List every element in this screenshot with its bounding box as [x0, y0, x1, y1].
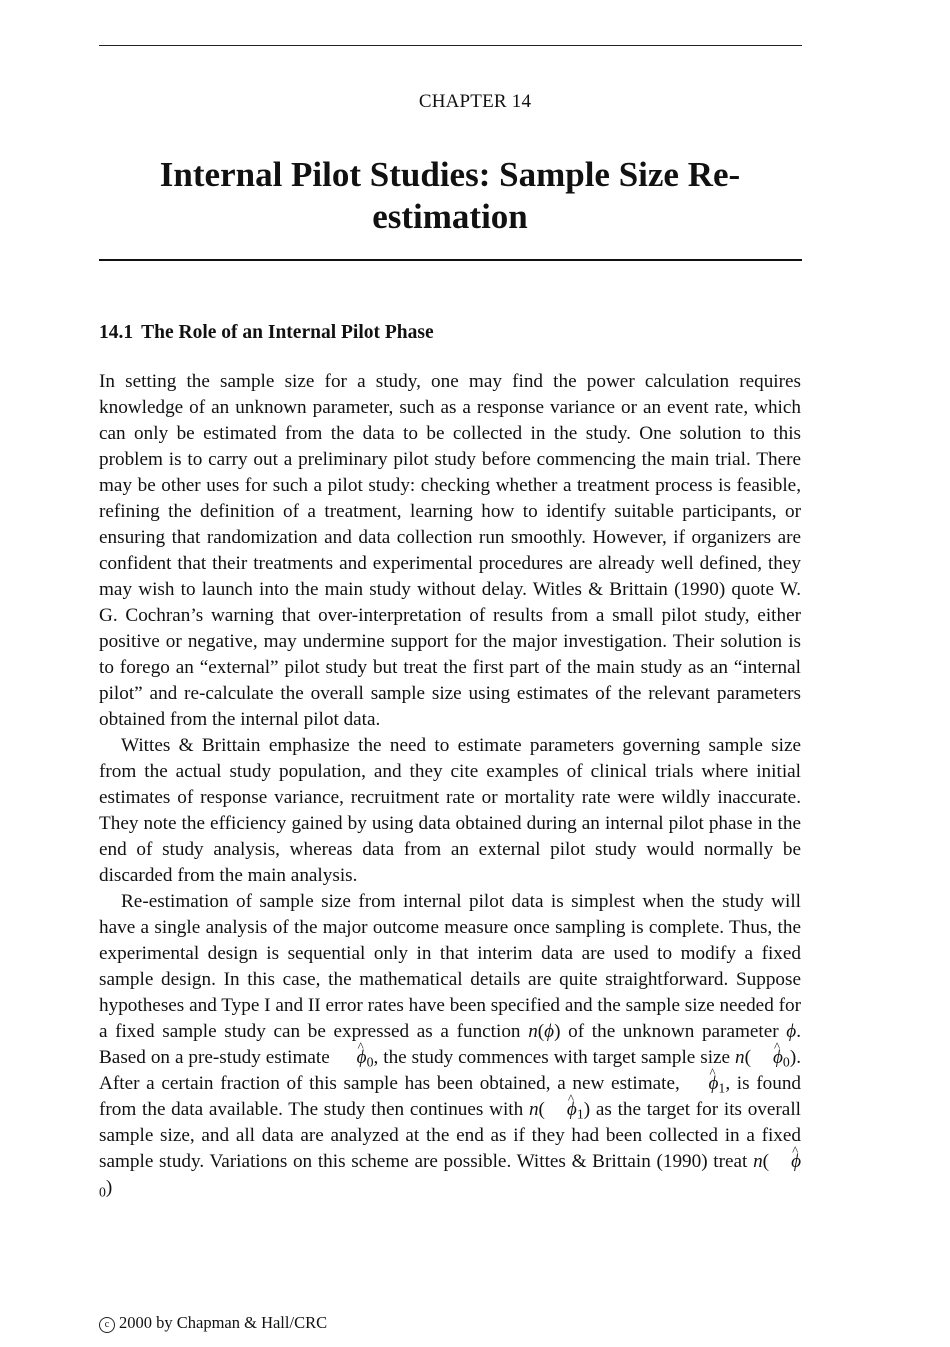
chapter-title: Internal Pilot Studies: Sample Size Re-estimation [159, 155, 741, 236]
math-n-phi-hat-0: n(^ $\phi_0$) [735, 1047, 796, 1068]
top-rule [99, 45, 802, 46]
section-heading [99, 322, 434, 344]
math-phi: ϕ [786, 1021, 797, 1042]
copyright-icon: c [99, 1317, 115, 1333]
paragraph-3-part-1: Re-estimation of sample size from internal pilot data is simplest when the study will have a single analysis of the major outcome measure once sampling is complete. Thus, the experimental design is sequential only in that interim data are used to modify a fixed sample design. In this case, the mathematical details are quite straightforward. Suppose hypotheses and Type I and II error rates have been specified and the sample size needed for a fixed sample study can be expressed as a function [99, 891, 801, 1042]
paragraph-2: Wittes & Brittain emphasize the need to estimate parameters governing sample size from the actual study population, and they cite examples of clinical trials where initial estimates of response variance, recruitment rate or mortality rate were wildly inaccurate. They note the efficiency gained by using data obtained during an internal pilot phase in the end of study analysis, whereas data from an external pilot study would normally be discarded from the main analysis. [99, 735, 801, 886]
chapter-label: CHAPTER 14 [418, 91, 532, 112]
math-n-phi: n [528, 1021, 538, 1042]
footer-copyright [99, 1313, 327, 1333]
paragraph-3-part-7: as the target for its overall sample size, and all data are analyzed at the end as if they had been collected in a fixed sample study. Variations on this scheme are possible. Wittes & Brittain (1990) treat [99, 1099, 801, 1172]
paragraph-3: Re-estimation of sample size from internal pilot data is simplest when the study will have a single analysis of the major outcome measure once sampling is complete. Thus, the experimental design is sequential only in that interim data are used to modify a fixed sample design. In this case, the mathematical details are quite straightforward. Suppose hypotheses and Type I and II error rates have been specified and the sample size needed for a fixed sample study can be expressed as a function n(ϕ) of the unknown parameter ϕ. Based on a pre-study estimate ^ $\phi_0$, the study commences with target sample size n(^ $\phi_0$). After a certain fraction of this sample has been obtained, a new estimate, ^ $\phi_1$, is found from the data available. The study then continues with n(^ $\phi_1$) as the target for its overall sample size, and all data are analyzed at the end as if they had been collected in a fixed sample study. Variations on this scheme are possible. Wittes & Brittain (1990) treat n(^ $\phi_0$) [99, 889, 801, 1201]
section-number: 14.1 [99, 322, 134, 343]
math-phi-hat-0: ^ $\phi_0$ [335, 1047, 374, 1068]
paragraph-3-part-6: , is found from the data available. The study then continues with [99, 1073, 802, 1120]
title-rule [99, 259, 802, 261]
footer-text: 2000 by Chapman & Hall/CRC [119, 1313, 328, 1332]
paragraph-3-part-5: . After a certain fraction of this sample has been obtained, a new estimate, [99, 1047, 802, 1094]
math-phi-hat-1: ^ $\phi_1$ [686, 1073, 725, 1094]
math-n-phi-hat-1: n(^ $\phi_1$) [529, 1099, 590, 1120]
math-n-phi-hat-0-end: n(^ $\phi_0$) [99, 1151, 801, 1198]
paragraph-3-part-4: , the study commences with target sample size [373, 1047, 731, 1068]
paragraph-3-part-3: . Based on a pre-study estimate [99, 1021, 802, 1068]
paragraph-3-part-2: of the unknown parameter [568, 1021, 779, 1042]
body-text [99, 369, 801, 1201]
section-title: The Role of an Internal Pilot Phase [141, 322, 434, 343]
paragraph-1: In setting the sample size for a study, one may find the power calculation requires knowledge of an unknown parameter, such as a response variance or an event rate, which can only be estimated from the data to be collected in the study. One solution to this problem is to carry out a preliminary pilot study before commencing the main trial. There may be other uses for such a pilot study: checking whether a treatment process is feasible, refining the definition of a treatment, learning how to identify suitable participants, or ensuring that randomization and data collection run smoothly. However, if organizers are confident that their treatments and experimental procedures are already well defined, they may wish to launch into the main study without delay. Witles & Brittain (1990) quote W. G. Cochran’s warning that over-interpretation of results from a small pilot study, either positive or negative, may undermine support for the major investigation. Their solution is to forego an “external” pilot study but treat the first part of the main study as an “internal pilot” and re-calculate the overall sample size using estimates of the relevant parameters obtained from the internal pilot data. [99, 371, 801, 730]
